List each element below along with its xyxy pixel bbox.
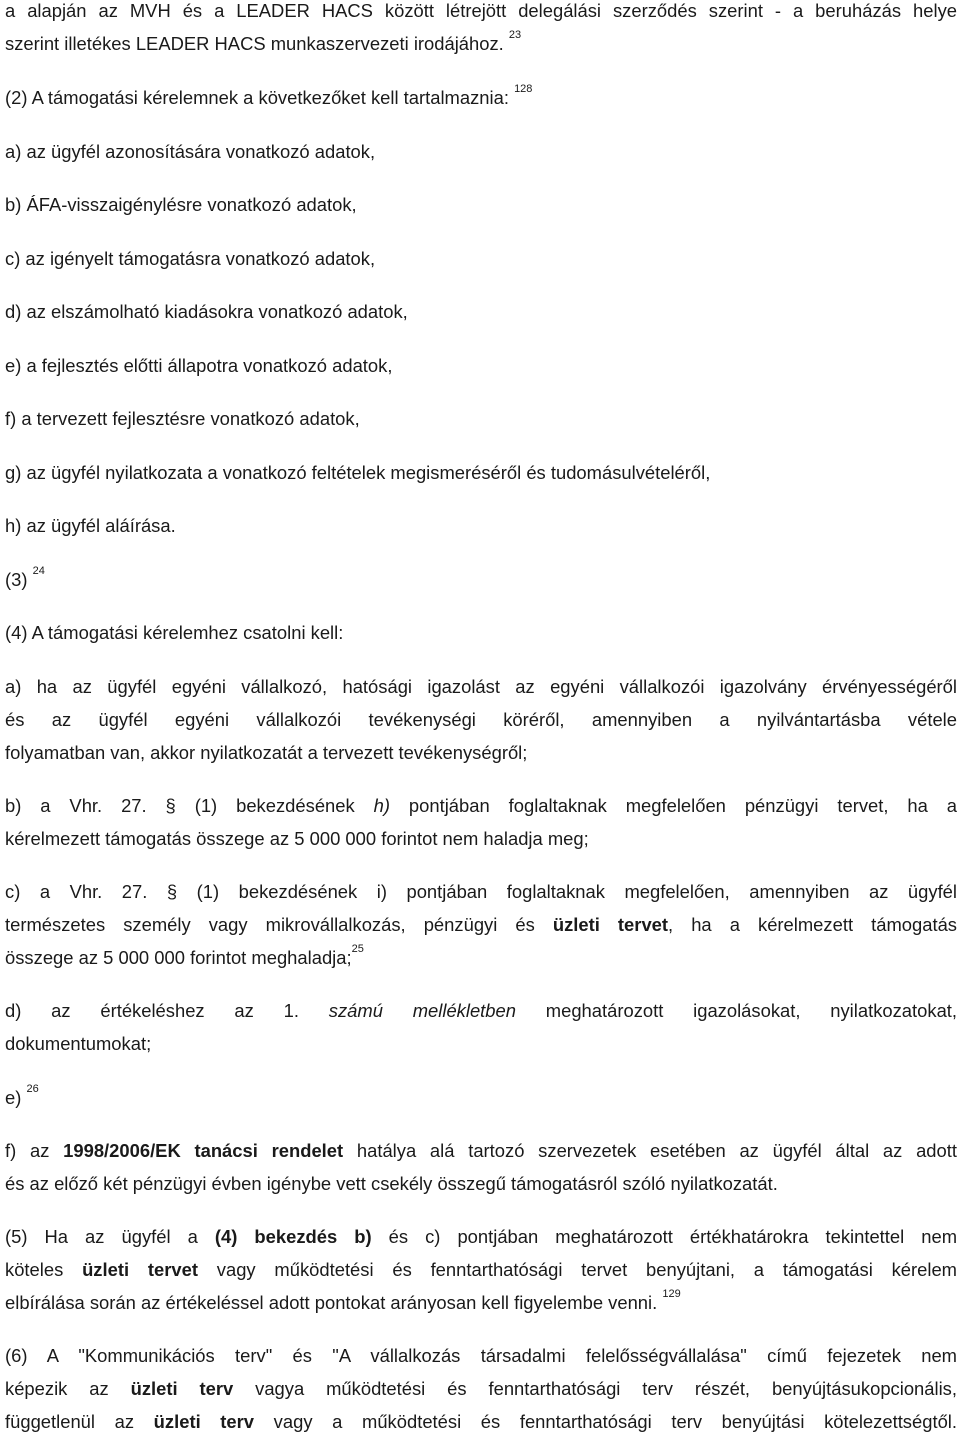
paragraph-2-heading: (2) A támogatási kérelemnek a következőket kell tartalmaznia: $^{128}$ xyxy=(5,83,533,108)
text-line: folyamatban van, akkor nyilatkozatát a tervezett tevékenységről; xyxy=(5,742,528,763)
text-line: függetlenül az üzleti terv vagy a működtetési és fenntarthatósági terv benyújtási kötelezettségtől. xyxy=(5,1411,957,1432)
text-line: köteles üzleti tervet vagy működtetési és fenntarthatósági tervet benyújtani, a támogatási kérelem xyxy=(5,1259,957,1280)
footnote-ref: 24 xyxy=(32,565,45,577)
footnote-ref: 26 xyxy=(26,1083,39,1095)
text-line: természetes személy vagy mikrovállalkozás, pénzügyi és üzleti tervet, ha a kérelmezett támogatás xyxy=(5,914,957,935)
list-item: d) az elszámolható kiadásokra vonatkozó adatok, xyxy=(5,301,408,322)
list-item: c) az igényelt támogatásra vonatkozó adatok, xyxy=(5,248,376,269)
text-line: kérelmezett támogatás összege az 5 000 000 forintot nem haladja meg; xyxy=(5,828,589,849)
text-line: (5) Ha az ügyfél a (4) bekezdés b) és c) pontjában meghatározott értékhatárokra tekintettel nem xyxy=(5,1226,958,1247)
paragraph-4-heading: (4) A támogatási kérelemhez csatolni kell: xyxy=(5,622,344,643)
list-item: f) a tervezett fejlesztésre vonatkozó adatok, xyxy=(5,408,360,429)
list-item: a) az ügyfél azonosítására vonatkozó adatok, xyxy=(5,141,376,162)
text-line: összege az 5 000 000 forintot meghaladja;$^{25}$ xyxy=(5,943,364,968)
text-line: a) ha az ügyfél egyéni vállalkozó, hatósági igazolást az egyéni vállalkozói igazolvány érvényességéről xyxy=(5,676,957,697)
text-line: dokumentumokat; xyxy=(5,1033,152,1054)
footnote-ref: 25 xyxy=(351,943,364,955)
text-line: és az előző két pénzügyi évben igénybe vett csekély összegű támogatásról szóló nyilatkozatát. xyxy=(5,1173,778,1194)
text-line: f) az 1998/2006/EK tanácsi rendelet hatálya alá tartozó szervezetek esetében az ügyfél által az adott xyxy=(5,1140,957,1161)
text-line: d) az értékeléshez az 1. számú mellékletben meghatározott igazolásokat, nyilatkozatokat, xyxy=(5,1000,958,1021)
text-line: e) $^{26}$ xyxy=(5,1083,39,1108)
text-line: szerint illetékes LEADER HACS munkaszervezeti irodájához. $^{23}$ xyxy=(5,29,522,54)
footnote-ref: 129 xyxy=(662,1288,681,1300)
text-line: elbírálása során az értékeléssel adott pontokat arányosan kell figyelembe venni. $^{129}$ xyxy=(5,1288,681,1313)
paragraph-3: (3) $^{24}$ xyxy=(5,565,45,590)
text-line: képezik az üzleti terv vagya működtetési és fenntarthatósági terv részét, benyújtásukopcionális, xyxy=(5,1378,957,1399)
footnote-ref: 128 xyxy=(514,83,533,95)
list-item: b) ÁFA-visszaigénylésre vonatkozó adatok, xyxy=(5,194,357,215)
text-line: a alapján az MVH és a LEADER HACS között létrejött delegálási szerződés szerint - a beruházás helye xyxy=(5,0,957,21)
list-item: e) a fejlesztés előtti állapotra vonatkozó adatok, xyxy=(5,355,393,376)
text-line: (6) A "Kommunikációs terv" és "A vállalkozás társadalmi felelősségvállalása" című fejezetek nem xyxy=(5,1345,957,1366)
list-item: h) az ügyfél aláírása. xyxy=(5,515,176,536)
text-line: b) a Vhr. 27. § (1) bekezdésének h) pontjában foglaltaknak megfelelően pénzügyi tervet, ha a xyxy=(5,795,958,816)
list-item: g) az ügyfél nyilatkozata a vonatkozó feltételek megismeréséről és tudomásulvételéről, xyxy=(5,462,711,483)
text-line: c) a Vhr. 27. § (1) bekezdésének i) pontjában foglaltaknak megfelelően, amennyiben az ügyfél xyxy=(5,881,957,902)
text-line: és az ügyfél egyéni vállalkozói tevékenységi köréről, amennyiben a nyilvántartásba vétele xyxy=(5,709,957,730)
footnote-ref: 23 xyxy=(508,29,522,41)
